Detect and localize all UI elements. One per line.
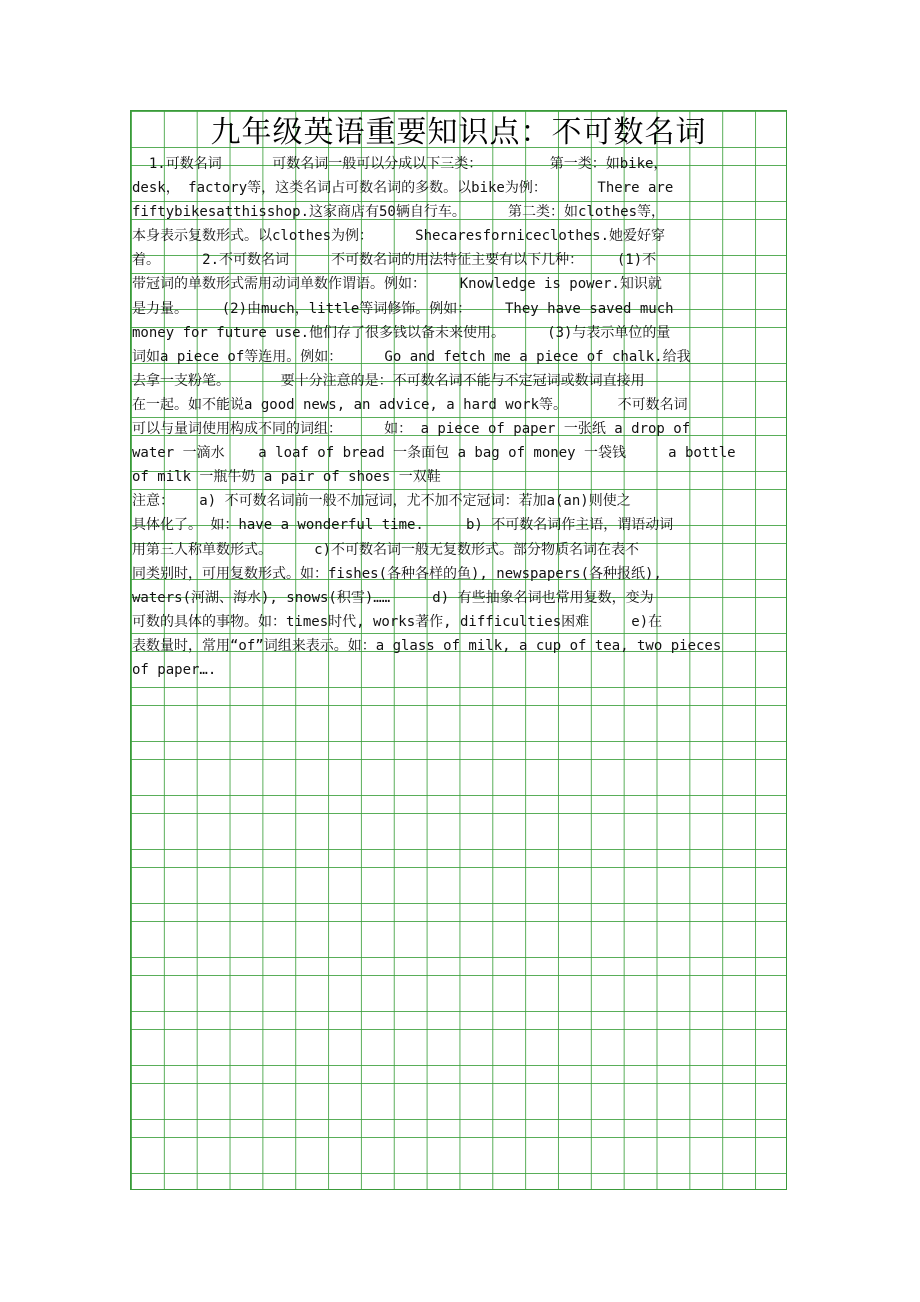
- page-title: 九年级英语重要知识点：不可数名词: [210, 115, 707, 150]
- text-line: 带冠词的单数形式需用动词单数作谓语。例如： Knowledge is power.知识就: [132, 276, 662, 293]
- text-line: 词如a piece of等连用。例如： Go and fetch me a piece of chalk.给我: [132, 348, 691, 365]
- text-line: 去拿一支粉笔。 要十分注意的是：不可数名词不能与不定冠词或数词直接用: [132, 372, 645, 389]
- text-line: 在一起。如不能说a good news, an advice, a hard work等。 不可数名词: [132, 396, 688, 413]
- text-line: 具体化了。 如：have a wonderful time. b) 不可数名词作主语，谓语动词: [132, 517, 674, 534]
- text-line: 用第三人称单数形式。 c)不可数名词一般无复数形式。部分物质名词在表不: [132, 541, 639, 558]
- text-line: desk， factory等，这类名词占可数名词的多数。以bike为例： There are: [132, 180, 674, 197]
- text-line: waters(河湖、海水), snows(积雪)…… d) 有些抽象名词也常用复数，变为: [132, 589, 654, 606]
- text-line: fiftybikesatthisshop.这家商店有50辆自行车。 第二类：如clothes等，: [132, 204, 666, 221]
- text-line: of paper….: [132, 661, 217, 678]
- text-line: 表数量时，常用“of”词组来表示。如：a glass of milk, a cup of tea, two pieces: [132, 637, 722, 654]
- text-line: money for future use.他们存了很多钱以备未来使用。 (3)与表示单位的量: [132, 324, 671, 341]
- text-line: 1.可数名词 可数名词一般可以分成以下三类： 第一类：如bike，: [132, 156, 668, 172]
- text-line: of milk 一瓶牛奶 a pair of shoes 一双鞋: [132, 469, 441, 486]
- text-line: 可以与量词使用构成不同的词组： 如： a piece of paper 一张纸 a drop of: [132, 421, 691, 438]
- text-line: 着。 2.不可数名词 不可数名词的用法特征主要有以下几种： (1)不: [132, 252, 657, 269]
- document-body: [132, 152, 832, 682]
- text-line: 本身表示复数形式。以clothes为例： Shecaresforniceclothes.她爱好穿: [132, 228, 666, 245]
- text-line: 可数的具体的事物。如：times时代, works著作, difficulties困难 e)在: [132, 613, 663, 630]
- text-line: 是力量。 (2)由much，little等词修饰。例如： They have saved much: [132, 300, 674, 317]
- text-line: water 一滴水 a loaf of bread 一条面包 a bag of money 一袋钱 a bottle: [132, 445, 736, 462]
- text-line: 注意： a) 不可数名词前一般不加冠词，尤不加不定冠词：若加a(an)则使之: [132, 493, 631, 510]
- text-line: 同类别时，可用复数形式。如：fishes(各种各样的鱼), newspapers(各种报纸),: [132, 565, 662, 582]
